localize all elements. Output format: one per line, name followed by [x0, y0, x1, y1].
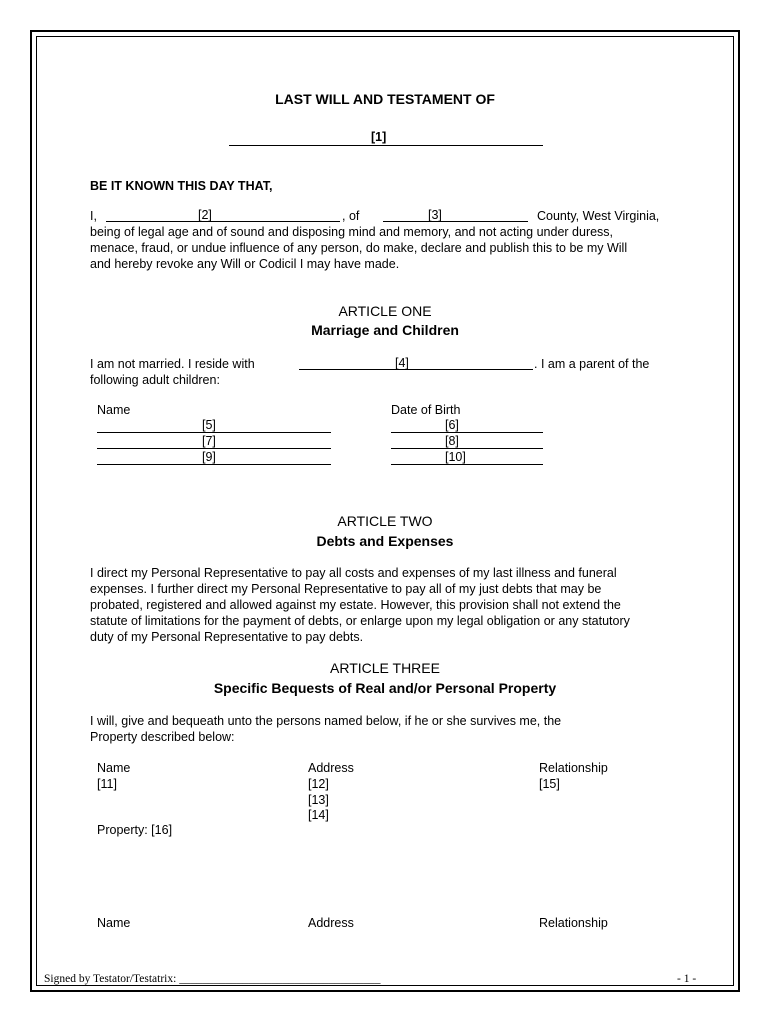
article-one-text-a: I am not married. I reside with [90, 357, 255, 371]
field-12[interactable]: [12] [308, 777, 329, 791]
page-number: - 1 - [677, 973, 697, 985]
child-3-name[interactable]: [9] [202, 450, 216, 464]
article-one-heading: ARTICLE ONE [338, 303, 432, 319]
article-two-line-4: statute of limitations for the payment of debts, or enlarge upon my legal obligation or any statutory [90, 614, 630, 628]
field-2-line [106, 221, 340, 222]
bequest-name-label-2: Name [97, 916, 131, 930]
children-dob-label: Date of Birth [391, 403, 461, 417]
signature-line[interactable]: Signed by Testator/Testatrix: ___________________________________ [44, 973, 381, 985]
bequest-name-label: Name [97, 761, 131, 775]
child-1-name[interactable]: [5] [202, 418, 216, 432]
intro-of: , of [342, 209, 360, 223]
child-1-dob-line [391, 432, 543, 433]
article-two-line-5: duty of my Personal Representative to pay debts. [90, 630, 364, 644]
child-3-dob[interactable]: [10] [445, 450, 466, 464]
article-two-line-2: expenses. I further direct my Personal Representative to pay all of my just debts that may be [90, 582, 602, 596]
article-two-line-3: probated, registered and allowed against my estate. However, this provision shall not extend the [90, 598, 621, 612]
article-two-heading: ARTICLE TWO [337, 513, 433, 529]
child-2-dob-line [391, 448, 543, 449]
field-4-line [299, 369, 533, 370]
bequest-address-label-2: Address [308, 916, 354, 930]
field-1[interactable]: [1] [371, 130, 387, 144]
article-three-heading: ARTICLE THREE [330, 660, 440, 676]
field-3-line [383, 221, 528, 222]
article-two-subheading: Debts and Expenses [316, 533, 454, 549]
field-16-property[interactable]: Property: [16] [97, 823, 173, 837]
field-2[interactable]: [2] [198, 208, 212, 222]
document-title: LAST WILL AND TESTAMENT OF [275, 91, 495, 107]
article-one-subheading: Marriage and Children [311, 322, 459, 338]
child-1-dob[interactable]: [6] [445, 418, 459, 432]
bequest-relationship-label-2: Relationship [539, 916, 608, 930]
article-three-subheading: Specific Bequests of Real and/or Personal Property [213, 680, 557, 696]
intro-line-3: menace, fraud, or undue influence of any person, do make, declare and publish this to be my Will [90, 241, 628, 255]
testator-name-line [229, 145, 543, 146]
bequest-address-label: Address [308, 761, 354, 775]
field-11[interactable]: [11] [97, 777, 117, 791]
intro-i: I, [90, 209, 97, 223]
field-4[interactable]: [4] [395, 356, 409, 370]
field-3[interactable]: [3] [428, 208, 442, 222]
field-13[interactable]: [13] [308, 793, 329, 807]
intro-line-4: and hereby revoke any Will or Codicil I may have made. [90, 257, 400, 271]
article-one-text-c: following adult children: [90, 373, 220, 387]
field-14[interactable]: [14] [308, 808, 329, 822]
child-2-name-line [97, 448, 331, 449]
child-2-name[interactable]: [7] [202, 434, 216, 448]
bequest-relationship-label: Relationship [539, 761, 608, 775]
child-3-dob-line [391, 464, 543, 465]
article-three-line-1: I will, give and bequeath unto the persons named below, if he or she survives me, the [90, 714, 562, 728]
child-1-name-line [97, 432, 331, 433]
field-15[interactable]: [15] [539, 777, 560, 791]
child-2-dob[interactable]: [8] [445, 434, 459, 448]
child-3-name-line [97, 464, 331, 465]
intro-line-2: being of legal age and of sound and disposing mind and memory, and not acting under duress, [90, 225, 614, 239]
intro-county: County, West Virginia, [537, 209, 660, 223]
article-three-line-2: Property described below: [90, 730, 235, 744]
children-name-label: Name [97, 403, 131, 417]
be-it-known: BE IT KNOWN THIS DAY THAT, [90, 179, 273, 193]
article-one-text-b: . I am a parent of the [534, 357, 650, 371]
article-two-line-1: I direct my Personal Representative to pay all costs and expenses of my last illness and funeral [90, 566, 617, 580]
